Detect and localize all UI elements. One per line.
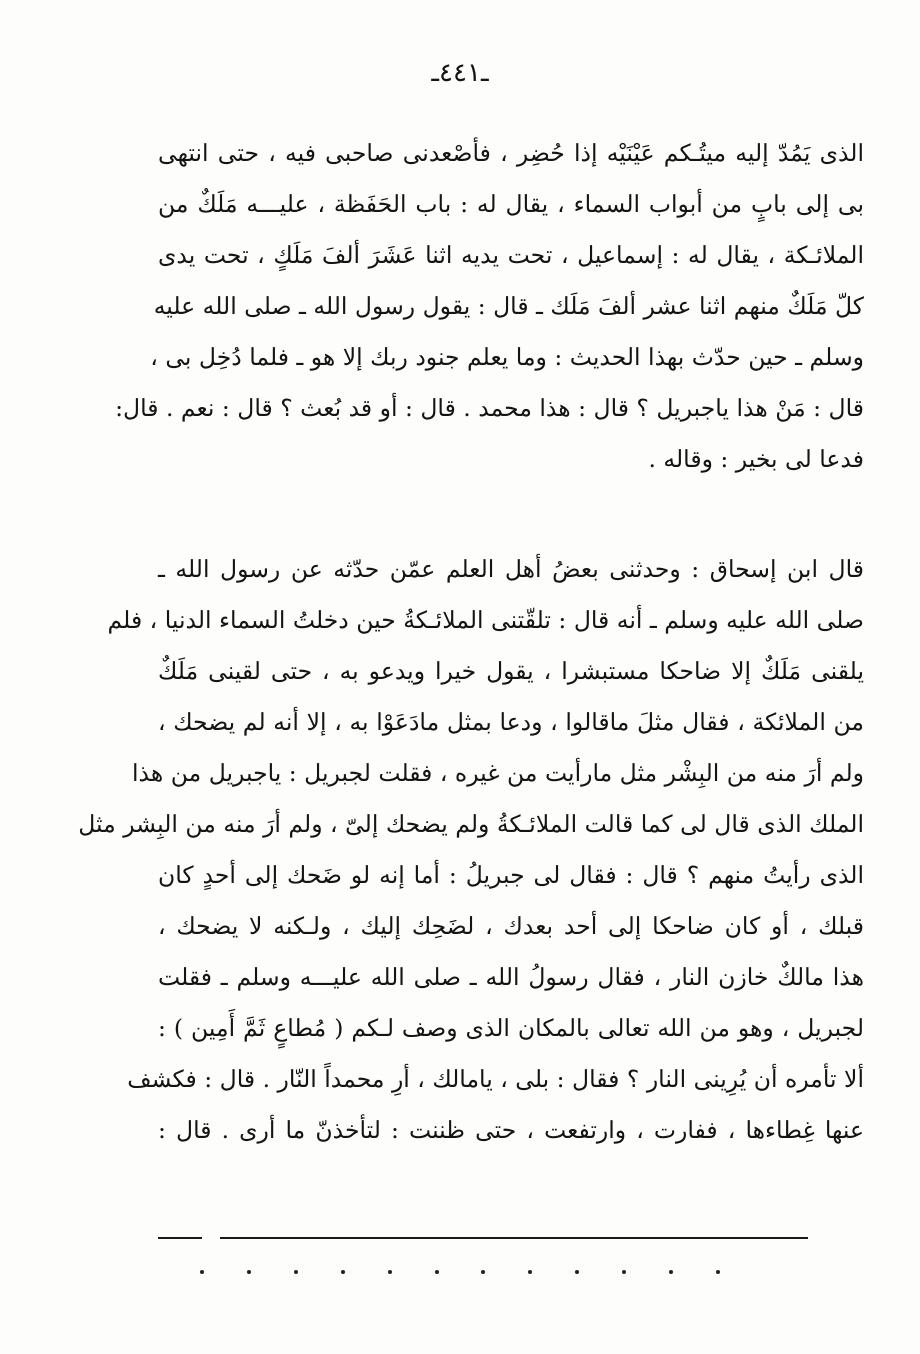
dot — [622, 1270, 626, 1274]
dot — [247, 1270, 251, 1274]
text-line: فدعا لى بخير : وقاله . — [648, 445, 864, 473]
text-line: يلقنى مَلَكٌ إلا ضاحكا مستبشرا ، يقول خيرا ويدعو به ، حتى لقينى مَلَكٌ — [158, 657, 864, 685]
text-line: الملائـكة ، يقال له : إسماعيل ، تحت يديه اثنا عَشَرَ ألفَ مَلَكٍ ، تحت يدى — [158, 241, 864, 269]
paragraph-1 — [115, 128, 864, 485]
paragraph-2 — [78, 544, 864, 1156]
text-line: لجبريل ، وهو من الله تعالى بالمكان الذى وصف لـكم ( مُطاعٍ ثَمَّ أَمِين ) : — [158, 1014, 864, 1042]
dot — [388, 1270, 392, 1274]
text-line: ألا تأمره أن يُرِينى النار ؟ فقال : بلى ، يامالك ، أرِ محمداً النّار . قال : فكشف — [127, 1065, 864, 1093]
text-line: ولم أرَ منه من البِشْر مثل مارأيت من غيره ، فقلت لجبريل : ياجبريل من هذا — [132, 759, 864, 787]
text-line: الذى يَمُدّ إليه ميتُـكم عَيْنَيْه إذا حُضِر ، فأصْعدنى صاحبى فيه ، حتى انتهى — [158, 139, 864, 167]
dot — [294, 1270, 298, 1274]
text-line: قال : مَنْ هذا ياجبريل ؟ قال : هذا محمد . قال : أو قد بُعث ؟ قال : نعم . قال: — [115, 394, 864, 422]
dot — [200, 1270, 204, 1274]
text-line: عنها غِطاءها ، ففارت ، وارتفعت ، حتى ظننت : لتأخذنّ ما أرى . قال : — [158, 1116, 864, 1144]
text-line: الذى رأيتُ منهم ؟ قال : فقال لى جبريلُ : أما إنه لو ضَحك إلى أحدٍ كان — [158, 861, 864, 889]
text-line: الملك الذى قال لى كما قالت الملائـكةُ ولم يضحك إلىّ ، ولم أرَ منه من البِشر مثل — [78, 810, 864, 838]
dot — [669, 1270, 673, 1274]
text-line: وسلم ـ حين حدّث بهذا الحديث : وما يعلم جنود ربك إلا هو ـ فلما دُخِل بى ، — [150, 343, 864, 371]
footnote-rule-long — [220, 1237, 808, 1239]
dot — [716, 1270, 720, 1274]
text-line: بى إلى بابٍ من أبواب السماء ، يقال له : باب الحَفَظة ، عليـــه مَلَكٌ من — [158, 190, 864, 218]
text-line: صلى الله عليه وسلم ـ أنه قال : تلقّتنى الملائـكةُ حين دخلتُ السماء الدنيا ، فلم — [107, 606, 864, 634]
text-line: هذا مالكٌ خازن النار ، فقال رسولُ الله ـ صلى الله عليـــه وسلم ـ فقلت — [158, 963, 864, 991]
dot — [481, 1270, 485, 1274]
footer-dots — [200, 1270, 720, 1274]
text-line: قبلك ، أو كان ضاحكا إلى أحد بعدك ، لضَحِك إليك ، ولـكنه لا يضحك ، — [158, 912, 864, 940]
dot — [435, 1270, 439, 1274]
text-line: كلّ مَلَكٌ منهم اثنا عشر ألفَ مَلَك ـ قال : يقول رسول الله ـ صلى الله عليه — [153, 292, 864, 320]
dot — [528, 1270, 532, 1274]
text-line: من الملائكة ، فقال مثلَ ماقالوا ، ودعا بمثل مادَعَوْا به ، إلا أنه لم يضحك ، — [158, 708, 864, 736]
page-number: ـ٤٤١ـ — [431, 58, 489, 88]
dot — [341, 1270, 345, 1274]
text-line: قال ابن إسحاق : وحدثنى بعضُ أهل العلم عمّن حدّثه عن رسول الله ـ — [158, 555, 864, 583]
footnote-rule-short — [158, 1237, 202, 1239]
dot — [575, 1270, 579, 1274]
